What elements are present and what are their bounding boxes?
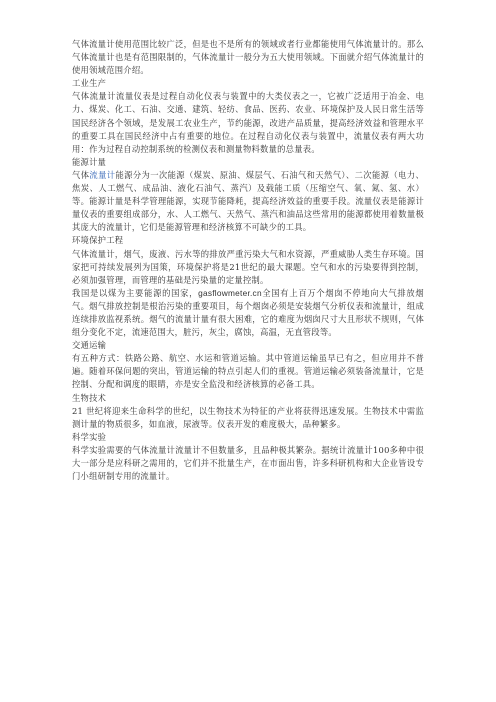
flue-gas-body-text: 全国有上百万个烟囱不停地向大气排放烟气。烟气排放控制是根治污染的重要项目，每个烟囱必须是安装烟气分析仪表和流量计，组成连续排放监视系统。烟气的流量计量有很大困难，它的难度为烟囱尺寸大且形状不规则，气体组分变化不定，流速范围大，脏污，灰尘，腐蚀，高温，无直管段等。 (72, 287, 424, 338)
transport-paragraph: 有五种方式：铁路公路、航空、水运和管道运输。其中管道运输虽早已有之，但应用并不普遍。随着环保问题的突出，管道运输的特点引起人们的重视。管道运输必须装备流量计，它是控制、分配和调度的眼睛，亦是安全监没和经济核算的必备工具。 (72, 353, 424, 390)
energy-paragraph (72, 169, 424, 234)
intro-paragraph: 气体流量计使用范围比较广泛，但是也不是所有的领域或者行业都能使用气体流量计的。那么气体流量计也是有范围限制的，气体流量计一般分为五大使用领域。下面就介绍气体流量计的使用领域范围介绍。 (72, 39, 424, 76)
energy-body-text: 能源分为一次能源（煤炭、原油、煤层气、石油气和天然气）、二次能源（电力、焦炭、人工燃气、成品油、液化石油气、蒸汽）及载能工质（压缩空气、氧、氮、氢、水）等。能源计量是科学管理能源，实现节能降耗，提高经济效益的重要手段。流量仪表是能源计量仪表的重要组成部分，水、人工燃气、天然气、蒸汽和油品这些常用的能源都使用着数量极其庞大的流量计，它们是能源管理和经济核算不可缺少的工具。 (72, 169, 424, 233)
section-heading-transport: 交通运输 (72, 340, 107, 351)
section-heading-energy: 能源计量 (72, 156, 107, 167)
section-heading-industry: 工业生产 (72, 78, 107, 89)
flue-gas-prefix-text: 我国是以煤为主要能源的国家， (72, 287, 199, 298)
flowmeter-link[interactable]: 流量计 (89, 169, 116, 180)
industry-paragraph: 气体流量计流量仪表是过程自动化仪表与装置中的大类仪表之一，它被广泛适用于冶金、电力、煤炭、化工、石油、交通、建筑、轻纺、食品、医药、农业、环境保护及人民日常生活等国民经济各个领域，是发展工农业生产，节约能源，改进产品质量，提高经济效益和管理水平的重要工具在国民经济中占有重要的地位。在过程自动化仪表与装置中，流量仪表有两大功用：作为过程自动控制系统的检测仪表和测量物料数量的总量表。 (72, 91, 424, 154)
section-heading-biotech: 生物技术 (72, 392, 107, 403)
website-text: gasflowmeter.cn (198, 287, 262, 298)
section-heading-science: 科学实验 (72, 431, 107, 442)
energy-prefix-text: 气体 (72, 169, 90, 180)
science-paragraph: 科学实验需要的气体流量计流量计不但数量多，且品种极其繁杂。据统计流量计100多种中很大一部分是应科研之需用的，它们并不批量生产，在市面出售，许多科研机构和大企业皆设专门小组研制专用的流量计。 (72, 444, 424, 482)
section-heading-environment: 环境保护工程 (72, 235, 124, 246)
document-body (72, 38, 424, 483)
biotech-paragraph: 21 世纪将迎来生命科学的世纪，以生物技术为特征的产业将获得迅速发展。生物技术中需监测计量的物质很多，如血液，尿液等。仪表开发的难度极大，品种繁多。 (72, 405, 424, 429)
flue-gas-paragraph (72, 287, 424, 339)
environment-paragraph: 气体流量计，烟气，废液、污水等的排放严重污染大气和水资源，严重威胁人类生存环境。国家把可持续发展列为国策，环境保护将是21世纪的最大课题。空气和水的污染要得到控制，必须加强管理，而管理的基础是污染量的定量控制。 (72, 248, 424, 285)
